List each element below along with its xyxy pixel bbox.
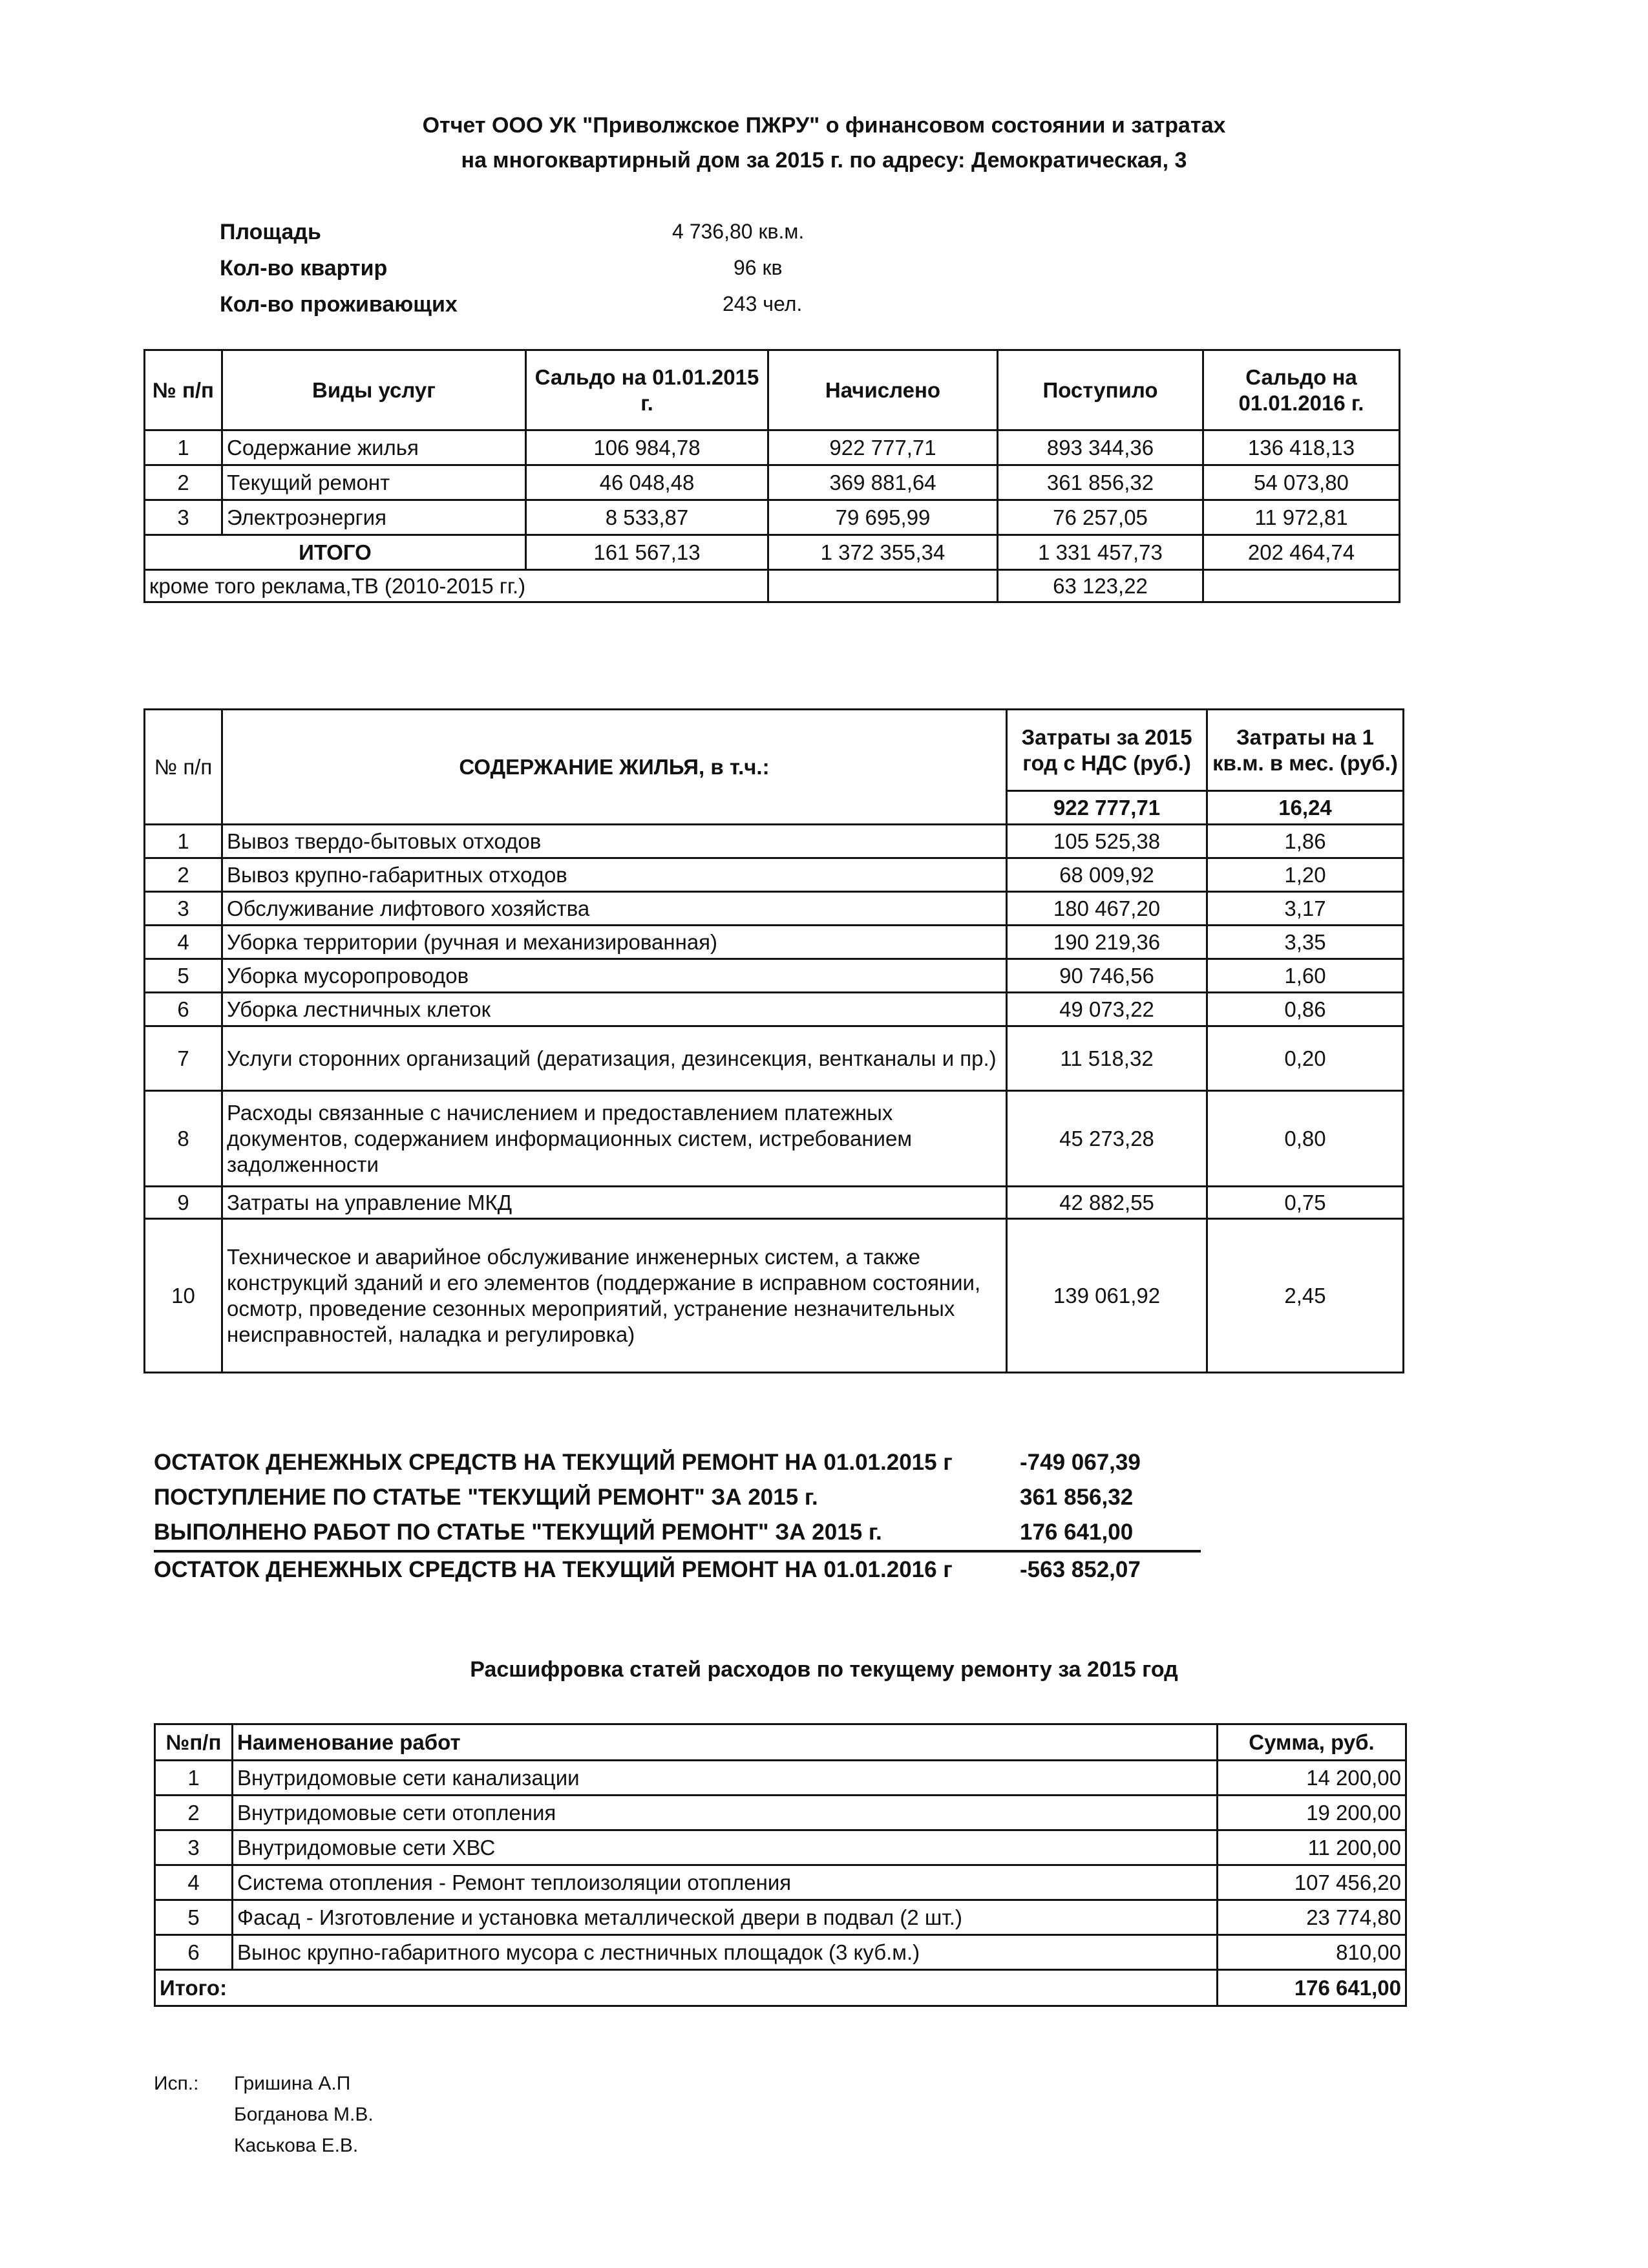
col-received: Поступило bbox=[998, 350, 1203, 430]
col-balance-start: Сальдо на 01.01.2015 г. bbox=[526, 350, 768, 430]
table-row: 2 Вывоз крупно-габаритных отходов 68 009,92 1,20 bbox=[145, 858, 1404, 892]
apartments-label: Кол-во квартир bbox=[220, 256, 388, 281]
report-title-line1: Отчет ООО УК "Приволжское ПЖРУ" о финансовом состоянии и затратах bbox=[422, 113, 1226, 138]
table-row: 1 Содержание жилья 106 984,78 922 777,71 893 344,36 136 418,13 bbox=[145, 430, 1400, 465]
maintenance-table bbox=[143, 708, 1404, 1373]
col-num: № п/п bbox=[145, 710, 222, 825]
col-service: Виды услуг bbox=[222, 350, 526, 430]
col-cost-per-sqm: Затраты на 1 кв.м. в мес. (руб.) bbox=[1207, 710, 1404, 791]
col-num: № п/п bbox=[145, 350, 222, 430]
residents-value: 243 чел. bbox=[723, 292, 803, 315]
table-row: 2 Внутридомовые сети отопления 19 200,00 bbox=[155, 1796, 1406, 1830]
table-row: 7 Услуги сторонних организаций (дератизация, дезинсекция, вентканалы и пр.) 11 518,32 0,20 bbox=[145, 1026, 1404, 1091]
col-work-name: Наименование работ bbox=[233, 1724, 1218, 1761]
executor-name: Богданова М.В. bbox=[234, 2104, 374, 2125]
table-row: 4 Система отопления - Ремонт теплоизоляции отопления 107 456,20 bbox=[155, 1865, 1406, 1900]
table-row: 5 Уборка мусоропроводов 90 746,56 1,60 bbox=[145, 959, 1404, 993]
col-amount: Сумма, руб. bbox=[1218, 1724, 1406, 1761]
repair-breakdown-table bbox=[154, 1723, 1407, 2007]
table-row: 6 Уборка лестничных клеток 49 073,22 0,86 bbox=[145, 993, 1404, 1026]
summary-row: ОСТАТОК ДЕНЕЖНЫХ СРЕДСТВ НА ТЕКУЩИЙ РЕМОНТ НА 01.01.2016 г -563 852,07 bbox=[154, 1557, 1141, 1582]
summary-row: ПОСТУПЛЕНИЕ ПО СТАТЬЕ "ТЕКУЩИЙ РЕМОНТ" ЗА 2015 г. 361 856,32 bbox=[154, 1485, 1134, 1510]
table-row: 3 Электроэнергия 8 533,87 79 695,99 76 257,05 11 972,81 bbox=[145, 500, 1400, 535]
repair-breakdown-title: Расшифровка статей расходов по текущему ремонту за 2015 год bbox=[470, 1657, 1178, 1682]
col-num: №п/п bbox=[155, 1724, 233, 1761]
apartments-value: 96 кв bbox=[734, 256, 783, 279]
table-row: 1 Вывоз твердо-бытовых отходов 105 525,38 1,86 bbox=[145, 825, 1404, 858]
executors-label: Исп.: bbox=[154, 2073, 199, 2094]
table-row: 3 Внутридомовые сети ХВС 11 200,00 bbox=[155, 1830, 1406, 1865]
col-balance-end: Сальдо на 01.01.2016 г. bbox=[1203, 350, 1400, 430]
maintenance-title: СОДЕРЖАНИЕ ЖИЛЬЯ, в т.ч.: bbox=[222, 710, 1007, 825]
repair-total-row: Итого: 176 641,00 bbox=[155, 1970, 1406, 2006]
table-row: 2 Текущий ремонт 46 048,48 369 881,64 361 856,32 54 073,80 bbox=[145, 465, 1400, 500]
executor-name: Каськова Е.В. bbox=[234, 2135, 359, 2156]
table-row: 1 Внутридомовые сети канализации 14 200,00 bbox=[155, 1761, 1406, 1796]
table-row: 4 Уборка территории (ручная и механизированная) 190 219,36 3,35 bbox=[145, 926, 1404, 959]
table-row: 8 Расходы связанные с начислением и предоставлением платежных документов, содержанием информационных систем, истребованием задолженности 45 273,28 0,80 bbox=[145, 1091, 1404, 1187]
table-row: 10 Техническое и аварийное обслуживание инженерных систем, а также конструкций зданий и его элементов (поддержание в исправном состоянии, осмотр, проведение сезонных мероприятий, устранение незначительных неисправностей, наладка и регулировка) 139 061,92 2,45 bbox=[145, 1219, 1404, 1373]
table-row: 3 Обслуживание лифтового хозяйства 180 467,20 3,17 bbox=[145, 892, 1404, 926]
balance-total-row: ИТОГО 161 567,13 1 372 355,34 1 331 457,73 202 464,74 bbox=[145, 535, 1400, 570]
balance-table bbox=[143, 349, 1400, 603]
table-row: 9 Затраты на управление МКД 42 882,55 0,75 bbox=[145, 1187, 1404, 1219]
summary-row: ОСТАТОК ДЕНЕЖНЫХ СРЕДСТВ НА ТЕКУЩИЙ РЕМОНТ НА 01.01.2015 г -749 067,39 bbox=[154, 1450, 1141, 1475]
residents-label: Кол-во проживающих bbox=[220, 292, 458, 317]
area-label: Площадь bbox=[220, 220, 321, 244]
ads-row: кроме того реклама,ТВ (2010-2015 гг.) 63 123,22 bbox=[145, 570, 1400, 602]
report-title-line2: на многоквартирный дом за 2015 г. по адресу: Демократическая, 3 bbox=[461, 148, 1187, 173]
table-row: 5 Фасад - Изготовление и установка металлической двери в подвал (2 шт.) 23 774,80 bbox=[155, 1900, 1406, 1935]
table-row: 6 Вынос крупно-габаритного мусора с лестничных площадок (3 куб.м.) 810,00 bbox=[155, 1935, 1406, 1970]
total-cost-per-sqm: 16,24 bbox=[1207, 791, 1404, 825]
summary-row: ВЫПОЛНЕНО РАБОТ ПО СТАТЬЕ "ТЕКУЩИЙ РЕМОНТ" ЗА 2015 г. 176 641,00 bbox=[154, 1515, 1201, 1553]
balance-table-header bbox=[145, 350, 1400, 430]
col-charged: Начислено bbox=[768, 350, 998, 430]
total-annual-cost: 922 777,71 bbox=[1007, 791, 1207, 825]
area-value: 4 736,80 кв.м. bbox=[672, 220, 805, 243]
repair-funds-summary bbox=[154, 1445, 1201, 1587]
col-annual-cost: Затраты за 2015 год с НДС (руб.) bbox=[1007, 710, 1207, 791]
executor-name: Гришина А.П bbox=[234, 2073, 351, 2094]
